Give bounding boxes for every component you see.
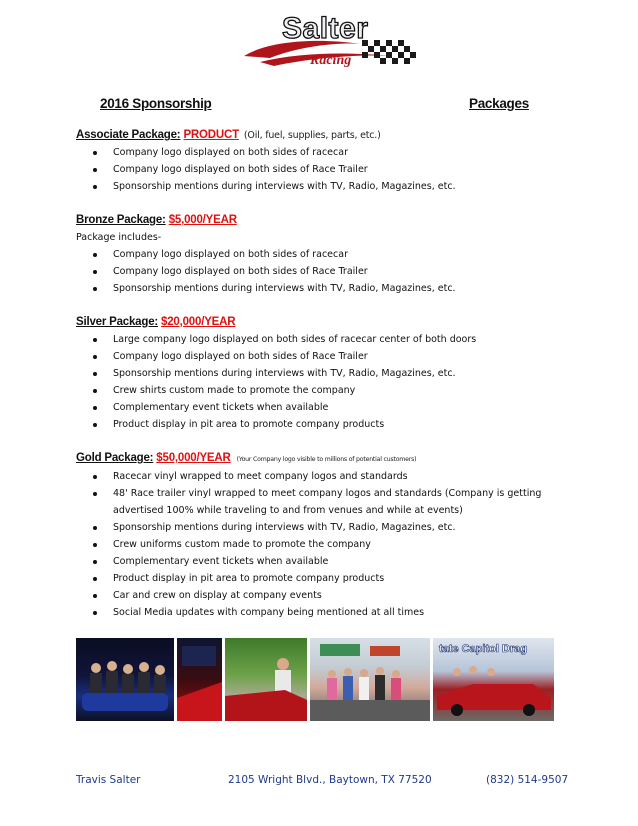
bullet-icon [93, 543, 97, 547]
list-item: Company logo displayed on both sides of Race Trailer [76, 263, 556, 280]
footer-phone: (832) 514-9507 [486, 774, 569, 786]
bullet-icon [93, 168, 97, 172]
list-item: Sponsorship mentions during interviews with TV, Radio, Magazines, etc. [76, 280, 556, 297]
gold-package-section [76, 450, 556, 621]
bullet-icon [93, 185, 97, 189]
team-photo-night [76, 638, 174, 721]
bullet-icon [93, 372, 97, 376]
bronze-package-section [76, 212, 556, 297]
driver-with-car-photo [225, 638, 307, 721]
list-item: Crew uniforms custom made to promote the company [76, 536, 556, 553]
package-note: (Oil, fuel, supplies, parts, etc.) [243, 130, 381, 141]
crew-group-photo [310, 638, 430, 721]
list-item: Car and crew on display at company events [76, 587, 556, 604]
logo-wordmark: Salter [282, 12, 369, 45]
bullet-icon [93, 423, 97, 427]
list-item: Company logo displayed on both sides of Race Trailer [76, 348, 556, 365]
list-item: Sponsorship mentions during interviews with TV, Radio, Magazines, etc. [76, 365, 556, 382]
bullet-icon [93, 611, 97, 615]
package-price: $20,000/YEAR [161, 316, 236, 328]
bullet-icon [93, 406, 97, 410]
document-title-right: Packages [469, 96, 529, 111]
list-item: Company logo displayed on both sides of racecar [76, 144, 556, 161]
list-item: Product display in pit area to promote company products [76, 570, 556, 587]
package-name: Bronze Package: [76, 214, 166, 226]
bullet-icon [93, 338, 97, 342]
package-name: Associate Package: [76, 129, 181, 141]
bullet-icon [93, 355, 97, 359]
package-name: Silver Package: [76, 316, 159, 328]
benefit-list [76, 468, 556, 621]
silver-package-section [76, 314, 556, 433]
package-heading [76, 450, 556, 468]
bullet-icon [93, 594, 97, 598]
package-intro: Package includes- [76, 232, 162, 243]
associate-package-section [76, 127, 556, 195]
list-item: Product display in pit area to promote company products [76, 416, 556, 433]
svg-text:tate Capitol Drag: tate Capitol Drag [439, 643, 528, 655]
footer-name: Travis Salter [76, 774, 141, 786]
benefit-list [76, 144, 556, 195]
bullet-icon [93, 526, 97, 530]
package-price: PRODUCT [183, 129, 239, 141]
benefit-list [76, 246, 556, 297]
bullet-icon [93, 560, 97, 564]
list-item: 48' Race trailer vinyl wrapped to meet company logos and standards (Company is getting [76, 485, 556, 502]
list-item: Company logo displayed on both sides of racecar [76, 246, 556, 263]
list-item: Social Media updates with company being mentioned at all times [76, 604, 556, 621]
document-title: 2016 Sponsorship [100, 96, 212, 111]
list-item: Racecar vinyl wrapped to meet company logos and standards [76, 468, 556, 485]
list-item: Sponsorship mentions during interviews with TV, Radio, Magazines, etc. [76, 519, 556, 536]
package-heading [76, 127, 556, 144]
bullet-icon [93, 475, 97, 479]
bullet-icon [93, 577, 97, 581]
package-price: $50,000/YEAR [156, 452, 231, 464]
salter-racing-logo [240, 10, 430, 72]
package-note: (Your Company logo visible to millions of potential customers) [236, 456, 417, 463]
logo-sub-text: Racing [310, 53, 352, 68]
car-at-event-photo [433, 638, 554, 721]
list-item: Complementary event tickets when available [76, 553, 556, 570]
bullet-icon [93, 270, 97, 274]
list-item: Sponsorship mentions during interviews with TV, Radio, Magazines, etc. [76, 178, 556, 195]
list-item: Large company logo displayed on both sides of racecar center of both doors [76, 331, 556, 348]
list-item-continued: advertised 100% while traveling to and from venues and while at events) [113, 505, 463, 516]
racecar-closeup-photo [177, 638, 222, 721]
list-item: Complementary event tickets when available [76, 399, 556, 416]
package-name: Gold Package: [76, 452, 154, 464]
bullet-icon [93, 151, 97, 155]
bullet-icon [93, 389, 97, 393]
footer-address: 2105 Wright Blvd., Baytown, TX 77520 [228, 774, 432, 786]
list-item: Crew shirts custom made to promote the company [76, 382, 556, 399]
package-heading [76, 314, 556, 331]
package-price: $5,000/YEAR [168, 214, 237, 226]
package-heading [76, 212, 556, 229]
bullet-icon [93, 287, 97, 291]
benefit-list [76, 331, 556, 433]
bullet-icon [93, 253, 97, 257]
bullet-icon [93, 492, 97, 496]
list-item: Company logo displayed on both sides of Race Trailer [76, 161, 556, 178]
